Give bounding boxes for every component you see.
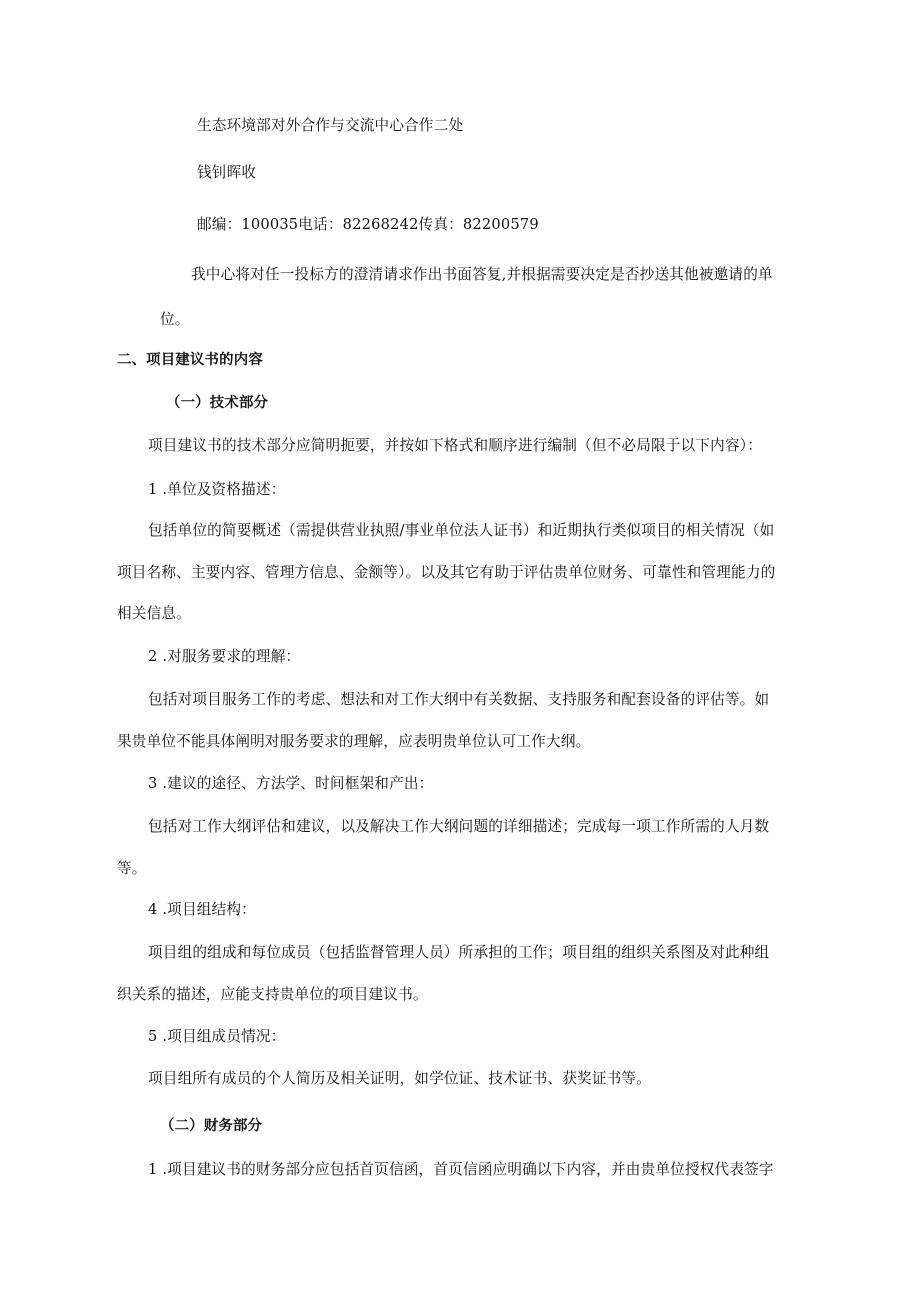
finance-item-1: 1 .项目建议书的财务部分应包括首页信函，首页信函应明确以下内容，并由贵单位授权代表签字: [148, 1161, 774, 1178]
item-text-line: 项目名称、主要内容、管理方信息、金额等）。以及其它有助于评估贵单位财务、可靠性和管理能力的: [117, 564, 776, 581]
item-text-line: 包括单位的简要概述（需提供营业执照/事业单位法人证书）和近期执行类似项目的相关情况（如: [148, 522, 775, 539]
item-text-line: 等。: [117, 860, 147, 877]
clarification-line-1: 我中心将对任一投标方的澄清请求作出书面答复,并根据需要决定是否抄送其他被邀请的单: [191, 266, 773, 283]
item-title-1: 1 .单位及资格描述：: [148, 481, 286, 498]
item-text-line: 项目组的组成和每位成员（包括监督管理人员）所承担的工作；项目组的组织关系图及对此种组: [148, 944, 770, 961]
contact-line: 邮编：100035电话：82268242传真：82200579: [197, 216, 539, 233]
item-text-line: 项目组所有成员的个人简历及相关证明，如学位证、技术证书、获奖证书等。: [148, 1070, 651, 1087]
item-text-line: 包括对项目服务工作的考虑、想法和对工作大纲中有关数据、支持服务和配套设备的评估等。如: [148, 691, 770, 708]
item-title-4: 4 .项目组结构：: [148, 901, 256, 918]
item-text-line: 织关系的描述，应能支持贵单位的项目建议书。: [117, 986, 428, 1003]
technical-intro: 项目建议书的技术部分应简明扼要，并按如下格式和顺序进行编制（但不必局限于以下内容）：: [148, 437, 763, 454]
item-text-line: 果贵单位不能具体阐明对服务要求的理解，应表明贵单位认可工作大纲。: [117, 733, 591, 750]
item-title-2: 2 .对服务要求的理解：: [148, 648, 301, 665]
item-text-line: 包括对工作大纲评估和建议，以及解决工作大纲问题的详细描述；完成每一项工作所需的人月数: [148, 818, 770, 835]
subsection-heading-financial: （二）财务部分: [160, 1118, 263, 1134]
section-heading: 二、项目建议书的内容: [117, 352, 263, 368]
item-text-line: 相关信息。: [117, 605, 191, 622]
subsection-heading-technical: （一）技术部分: [166, 395, 269, 411]
recipient-name-line: 钱钊晖收: [197, 164, 257, 181]
recipient-line: 生态环境部对外合作与交流中心合作二处: [197, 117, 464, 134]
item-title-5: 5 .项目组成员情况：: [148, 1028, 286, 1045]
item-title-3: 3 .建议的途径、方法学、时间框架和产出：: [148, 775, 434, 792]
clarification-line-2: 位。: [160, 311, 190, 328]
